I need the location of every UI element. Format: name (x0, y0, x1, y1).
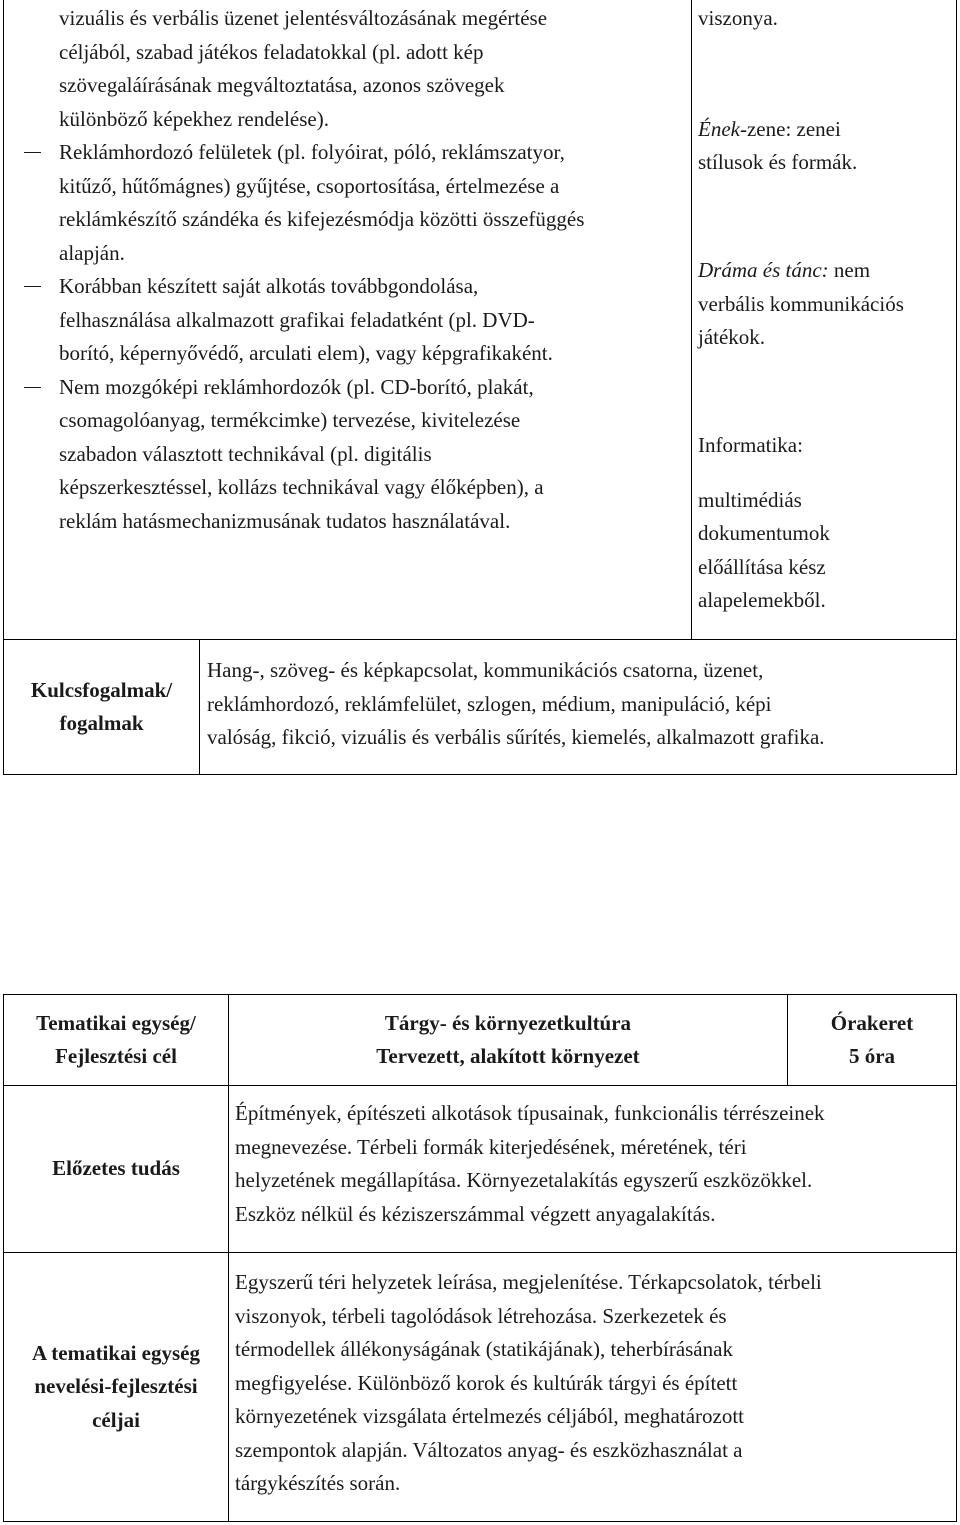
informatics-label: Informatika: (698, 433, 803, 457)
keywords-label-cell: Kulcsfogalmak/ fogalmak (3, 640, 200, 775)
goals-label: A tematikai egység nevelési-fejlesztési céljai (3, 1253, 229, 1522)
drama-connection: Dráma és tánc: nem (698, 258, 871, 282)
bullet-item: Reklámhordozó felületek (pl. folyóirat, póló, reklámszatyor, kitűző, hűtőmágnes) gyűjtése, csoportosítása, értelmezése a reklámkészítő szándéka és kifejezésmódja közötti összefüggés alapján. (4, 136, 693, 270)
keywords-content-cell: Hang-, szöveg- és képkapcsolat, kommunikációs csatorna, üzenet, reklámhordozó, reklámfelület, szlogen, médium, manipuláció, képi valóság, fikció, vizuális és verbális sűrítés, kiemelés, alkalmazott grafika. (200, 640, 957, 775)
connections-cell: viszonya. Ének-zene: zenei stílusok és formák. Dráma és tánc: nem verbális kommunikációs játékok. Informatika: multimédiás dokumentumok előállítása kész alapelemekből. (692, 0, 957, 640)
bullet-item: Korábban készített saját alkotás továbbgondolása, felhasználása alkalmazott grafikai feladatként (pl. DVD- borító, képernyővédő, arculati elem), vagy képgrafikaként. (4, 270, 693, 371)
unit-hours: Órakeret 5 óra (788, 994, 957, 1086)
prior-knowledge-content: Építmények, építészeti alkotások típusainak, funkcionális térrészeinek megnevezése. Térbeli formák kiterjedésének, méretének, téri helyzetének megállapítása. Környezetalakítás egyszerű eszközökkel. Eszköz nélkül és kéziszerszámmal végzett anyagalakítás. (229, 1086, 957, 1253)
music-connection: Ének-zene: zenei (698, 117, 841, 141)
bullet-item: Nem mozgóképi reklámhordozók (pl. CD-borító, plakát, csomagolóanyag, termékcimke) tervezése, kivitelezése szabadon választott technikával (pl. digitális képszerkesztéssel, kollázs technikával vagy élőképben), a reklám hatásmechanizmusának tudatos használatával. (4, 371, 693, 539)
dash-bullet-icon (24, 387, 41, 388)
dash-bullet-icon (24, 286, 41, 287)
intro-text: vizuális és verbális üzenet jelentésváltozásának megértése céljából, szabad játékos feladatokkal (pl. adott kép szövegaláírásának megváltoztatása, azonos szövegek különböző képekhez rendelése). (59, 6, 548, 131)
activities-cell (3, 0, 692, 640)
unit-header-label: Tematikai egység/ Fejlesztési cél (3, 994, 229, 1086)
unit-title: Tárgy- és környezetkultúra Tervezett, alakított környezet (229, 994, 788, 1086)
dash-bullet-icon (24, 152, 41, 153)
prior-knowledge-label: Előzetes tudás (3, 1086, 229, 1253)
goals-content: Egyszerű téri helyzetek leírása, megjelenítése. Térkapcsolatok, térbeli viszonyok, térbeli tagolódások létrehozása. Szerkezetek és térmodellek állékonyságának (statikájának), teherbírásának megfigyelése. Különböző korok és kultúrák tárgyi és épített környezetének vizsgálata értelmezés céljából, meghatározott szempontok alapján. Változatos anyag- és eszközhasználat a tárgykészítés során. (229, 1253, 957, 1522)
